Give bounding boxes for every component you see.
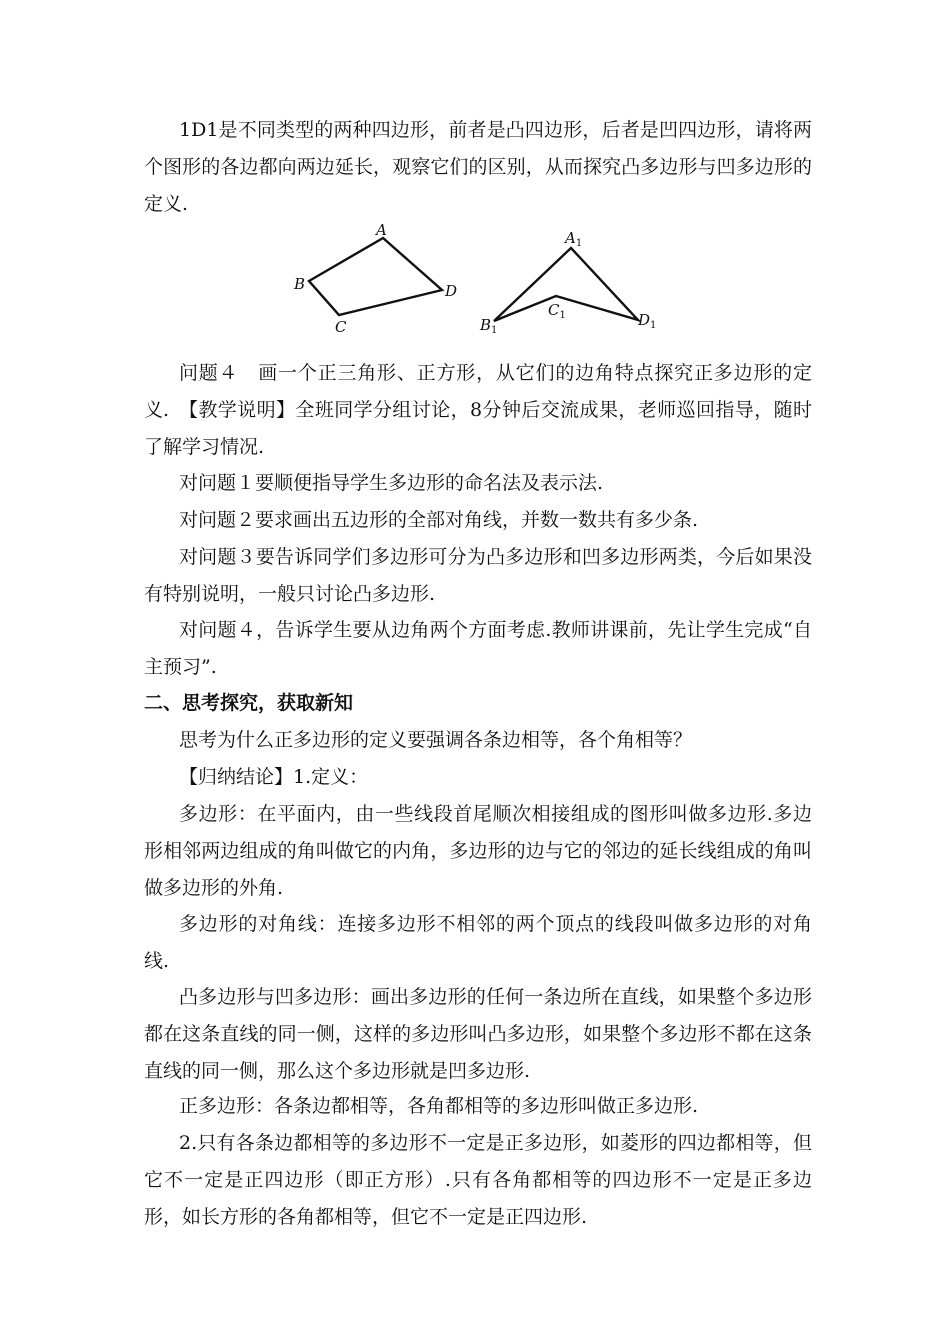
label-convex-b: B [294,275,306,293]
polygon-definition: 多边形：在平面内，由一些线段首尾顺次相接组成的图形叫做多边形.多边形相邻两边组成的角叫做它的内角，多边形的边与它的邻边的延长线组成的角叫做多边形的外角. [144,803,812,899]
conclusion-title: 【归纳结论】1.定义： [179,766,369,788]
question-4: 问题４ 画一个正三角形、正方形，从它们的边角特点探究正多边形的定义. [144,362,812,421]
question-1-note: 对问题１要顺便指导学生多边形的命名法及表示法. [179,472,604,494]
concave-quadrilateral [494,248,638,321]
section-2-heading: 二、思考探究，获取新知 [144,692,354,714]
teaching-note: 【教学说明】全班同学分组讨论，8分钟后交流成果，老师巡回指导，随时了解学习情况. [144,399,812,458]
label-convex-a: A [376,221,387,239]
quadrilateral-figure [280,218,680,348]
regular-polygon-definition: 正多边形：各条边都相等，各角都相等的多边形叫做正多边形. [179,1095,699,1117]
label-concave-a: $A_1$ [565,229,583,249]
question-2-note: 对问题２要求画出五边形的全部对角线，并数一数共有多少条. [179,509,699,531]
point-2: 2.只有各条边都相等的多边形不一定是正多边形，如菱形的四边都相等，但它不一定是正四边形（即正方形）.只有各角都相等的四边形不一定是正多边形，如长方形的各角都相等，但它不一定是正四边形. [144,1132,812,1228]
intro-paragraph: 1D1是不同类型的两种四边形，前者是凸四边形，后者是凹四边形，请将两个图形的各边都向两边延长，观察它们的区别，从而探究凸多边形与凹多边形的定义. [144,119,812,215]
label-concave-c: $C_1$ [548,301,566,321]
label-concave-b: $B_1$ [480,316,498,336]
label-convex-c: C [335,318,347,336]
diagonal-definition: 多边形的对角线：连接多边形不相邻的两个顶点的线段叫做多边形的对角线. [144,913,812,972]
question-3-note: 对问题３要告诉同学们多边形可分为凸多边形和凹多边形两类，今后如果没有特别说明，一般只讨论凸多边形. [144,546,812,605]
quadrilateral-diagram [280,218,680,348]
think-question: 思考为什么正多边形的定义要强调各条边相等，各个角相等？ [179,729,693,751]
label-convex-d: D [445,282,458,300]
question-4-note: 对问题４，告诉学生要从边角两个方面考虑.教师讲课前，先让学生完成“自主预习”. [144,619,812,678]
label-concave-d: $D_1$ [638,311,657,331]
convex-quadrilateral [309,238,442,315]
convex-concave-definition: 凸多边形与凹多边形：画出多边形的任何一条边所在直线，如果整个多边形都在这条直线的同一侧，这样的多边形叫凸多边形，如果整个多边形不都在这条直线的同一侧，那么这个多边形就是凹多边形. [144,986,812,1082]
